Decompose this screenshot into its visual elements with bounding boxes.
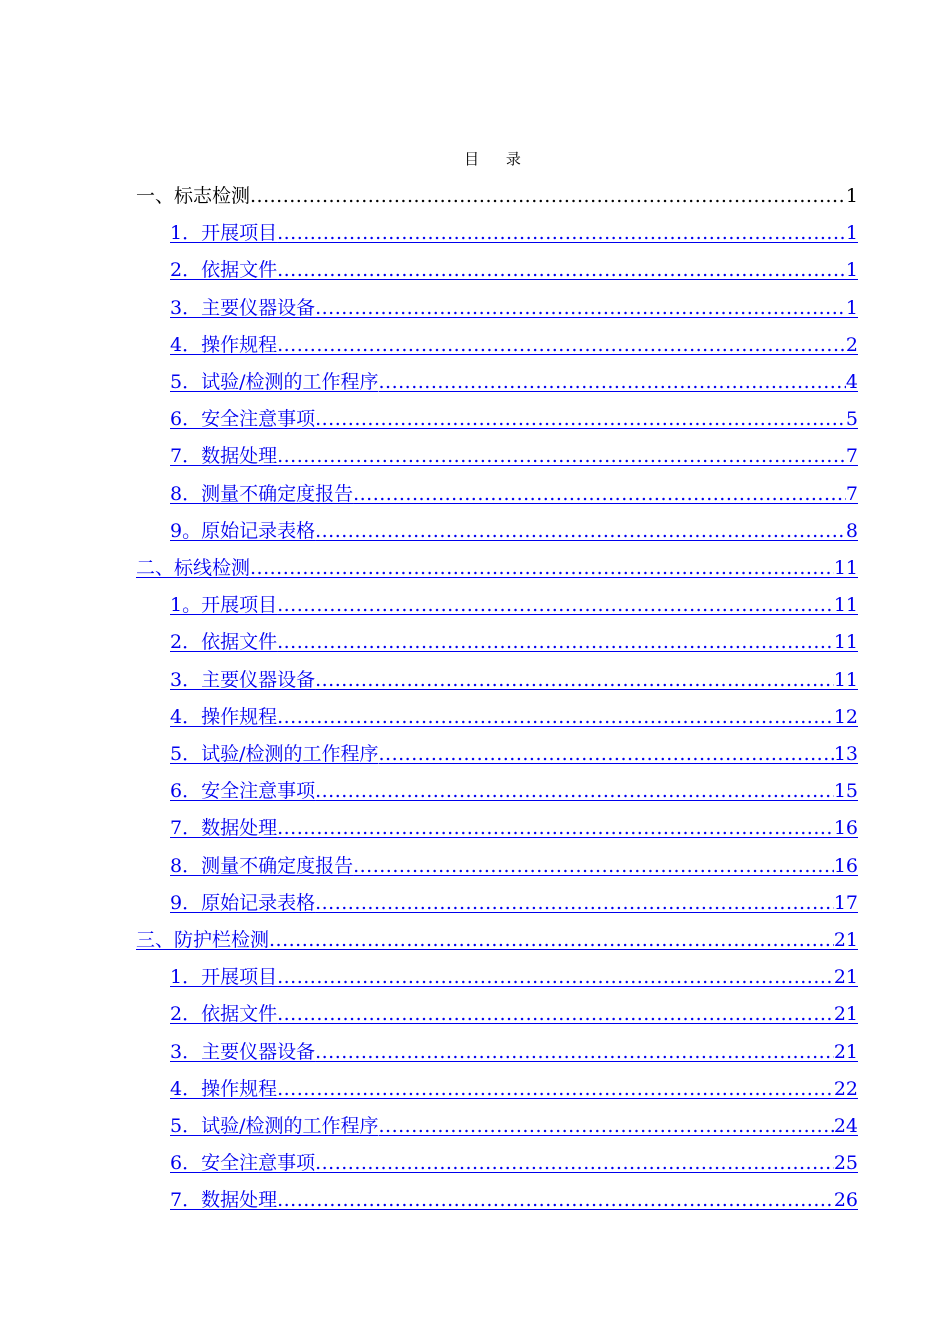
- toc-entry-text: 3．主要仪器设备: [170, 297, 316, 319]
- toc-entry-text: 1。开展项目: [170, 594, 278, 616]
- toc-title: 目 录: [464, 150, 532, 168]
- toc-subsection-entry[interactable]: [170, 215, 858, 251]
- toc-dot-leader: [277, 699, 834, 735]
- toc-dot-leader: [250, 178, 846, 214]
- toc-dot-leader: [353, 476, 846, 512]
- toc-dot-leader: [315, 1145, 834, 1181]
- toc-dot-leader: [277, 624, 834, 660]
- toc-entry-text: 7．数据处理: [170, 445, 278, 467]
- toc-page-number: 21: [833, 1003, 858, 1025]
- toc-page-number: 21: [833, 1041, 858, 1063]
- toc-subsection-entry[interactable]: [170, 401, 858, 437]
- toc-entry-text: 7．数据处理: [170, 1189, 278, 1211]
- toc-page-number: 11: [833, 594, 858, 616]
- toc-subsection-entry[interactable]: [170, 1034, 858, 1070]
- toc-subsection-entry[interactable]: [170, 1108, 858, 1144]
- toc-entry-text: 9。原始记录表格: [170, 520, 316, 542]
- toc-dot-leader: [315, 885, 834, 921]
- toc-entry-text: 2．依据文件: [170, 631, 278, 653]
- toc-entry-text: 1．开展项目: [170, 222, 278, 244]
- toc-entry-text: 5．试验/检测的工作程序: [170, 371, 379, 393]
- toc-subsection-entry[interactable]: [170, 476, 858, 512]
- toc-dot-leader: [315, 401, 846, 437]
- toc-subsection-entry[interactable]: [170, 699, 858, 735]
- toc-page-number: 1: [845, 259, 858, 281]
- toc-entry-text: 4．操作规程: [170, 706, 278, 728]
- toc-dot-leader: [315, 1034, 834, 1070]
- toc-page-number: 13: [833, 743, 858, 765]
- toc-subsection-entry[interactable]: [170, 736, 858, 772]
- toc-entry-text: 9．原始记录表格: [170, 892, 316, 914]
- toc-page-number: 7: [845, 483, 858, 505]
- toc-subsection-entry[interactable]: [170, 1182, 858, 1218]
- toc-entry-text: 7．数据处理: [170, 817, 278, 839]
- toc-dot-leader: [353, 848, 834, 884]
- toc-page-number: 16: [833, 855, 858, 877]
- toc-dot-leader: [277, 587, 834, 623]
- toc-entry-text: 4．操作规程: [170, 1078, 278, 1100]
- toc-entry-text: 5．试验/检测的工作程序: [170, 1115, 379, 1137]
- toc-dot-leader: [315, 662, 834, 698]
- toc-page-number: 5: [845, 408, 858, 430]
- toc-page-number: 11: [833, 557, 858, 579]
- toc-dot-leader: [277, 327, 846, 363]
- toc-subsection-entry[interactable]: [170, 290, 858, 326]
- toc-subsection-entry[interactable]: [170, 885, 858, 921]
- toc-page-number: 16: [833, 817, 858, 839]
- toc-dot-leader: [277, 1182, 834, 1218]
- toc-page-number: 15: [833, 780, 858, 802]
- toc-page-number: 11: [833, 631, 858, 653]
- toc-dot-leader: [277, 996, 834, 1032]
- toc-subsection-entry[interactable]: [170, 959, 858, 995]
- toc-subsection-entry[interactable]: [170, 662, 858, 698]
- toc-page-number: 24: [833, 1115, 858, 1137]
- toc-entry-text: 2．依据文件: [170, 259, 278, 281]
- toc-page-number: 1: [845, 297, 858, 319]
- toc-page-number: 7: [845, 445, 858, 467]
- toc-dot-leader: [277, 252, 846, 288]
- toc-subsection-entry[interactable]: [170, 252, 858, 288]
- toc-page-number: 12: [833, 706, 858, 728]
- toc-subsection-entry[interactable]: [170, 996, 858, 1032]
- toc-dot-leader: [379, 736, 834, 772]
- toc-subsection-entry[interactable]: [170, 848, 858, 884]
- toc-subsection-entry[interactable]: [170, 810, 858, 846]
- toc-dot-leader: [315, 290, 846, 326]
- toc-page-number: 21: [833, 929, 858, 951]
- toc-entry-text: 6．安全注意事项: [170, 780, 316, 802]
- toc-dot-leader: [269, 922, 834, 958]
- toc-section-entry[interactable]: [136, 550, 858, 586]
- toc-entry-text: 3．主要仪器设备: [170, 669, 316, 691]
- toc-subsection-entry[interactable]: [170, 773, 858, 809]
- toc-page-number: 1: [845, 185, 858, 207]
- toc-entry-text: 3．主要仪器设备: [170, 1041, 316, 1063]
- toc-dot-leader: [315, 513, 846, 549]
- toc-page-number: 4: [845, 371, 858, 393]
- toc-entry-text: 8．测量不确定度报告: [170, 855, 354, 877]
- toc-entry-text: 2．依据文件: [170, 1003, 278, 1025]
- toc-page-number: 17: [833, 892, 858, 914]
- toc-page-number: 26: [833, 1189, 858, 1211]
- toc-entry-text: 6．安全注意事项: [170, 408, 316, 430]
- toc-entry-text: 三、防护栏检测: [136, 929, 270, 951]
- toc-dot-leader: [315, 773, 834, 809]
- toc-section-entry[interactable]: [136, 178, 858, 214]
- toc-dot-leader: [277, 438, 846, 474]
- toc-dot-leader: [277, 1071, 834, 1107]
- toc-subsection-entry[interactable]: [170, 513, 858, 549]
- toc-page-number: 21: [833, 966, 858, 988]
- toc-page-number: 25: [833, 1152, 858, 1174]
- toc-section-entry[interactable]: [136, 922, 858, 958]
- toc-subsection-entry[interactable]: [170, 1071, 858, 1107]
- toc-page-number: 22: [833, 1078, 858, 1100]
- toc-subsection-entry[interactable]: [170, 364, 858, 400]
- toc-entry-text: 5．试验/检测的工作程序: [170, 743, 379, 765]
- toc-dot-leader: [277, 959, 834, 995]
- toc-entry-text: 8．测量不确定度报告: [170, 483, 354, 505]
- toc-subsection-entry[interactable]: [170, 327, 858, 363]
- toc-subsection-entry[interactable]: [170, 587, 858, 623]
- toc-entry-text: 6．安全注意事项: [170, 1152, 316, 1174]
- toc-subsection-entry[interactable]: [170, 438, 858, 474]
- toc-entry-text: 一、标志检测: [136, 185, 251, 207]
- toc-entry-text: 二、标线检测: [136, 557, 251, 579]
- toc-page-number: 1: [845, 222, 858, 244]
- toc-page-number: 8: [845, 520, 858, 542]
- toc-dot-leader: [277, 215, 846, 251]
- toc-dot-leader: [277, 810, 834, 846]
- toc-page-number: 2: [845, 334, 858, 356]
- toc-dot-leader: [250, 550, 834, 586]
- toc-dot-leader: [379, 1108, 834, 1144]
- toc-page-number: 11: [833, 669, 858, 691]
- toc-subsection-entry[interactable]: [170, 624, 858, 660]
- toc-entry-text: 1．开展项目: [170, 966, 278, 988]
- toc-subsection-entry[interactable]: [170, 1145, 858, 1181]
- toc-entry-text: 4．操作规程: [170, 334, 278, 356]
- toc-dot-leader: [379, 364, 846, 400]
